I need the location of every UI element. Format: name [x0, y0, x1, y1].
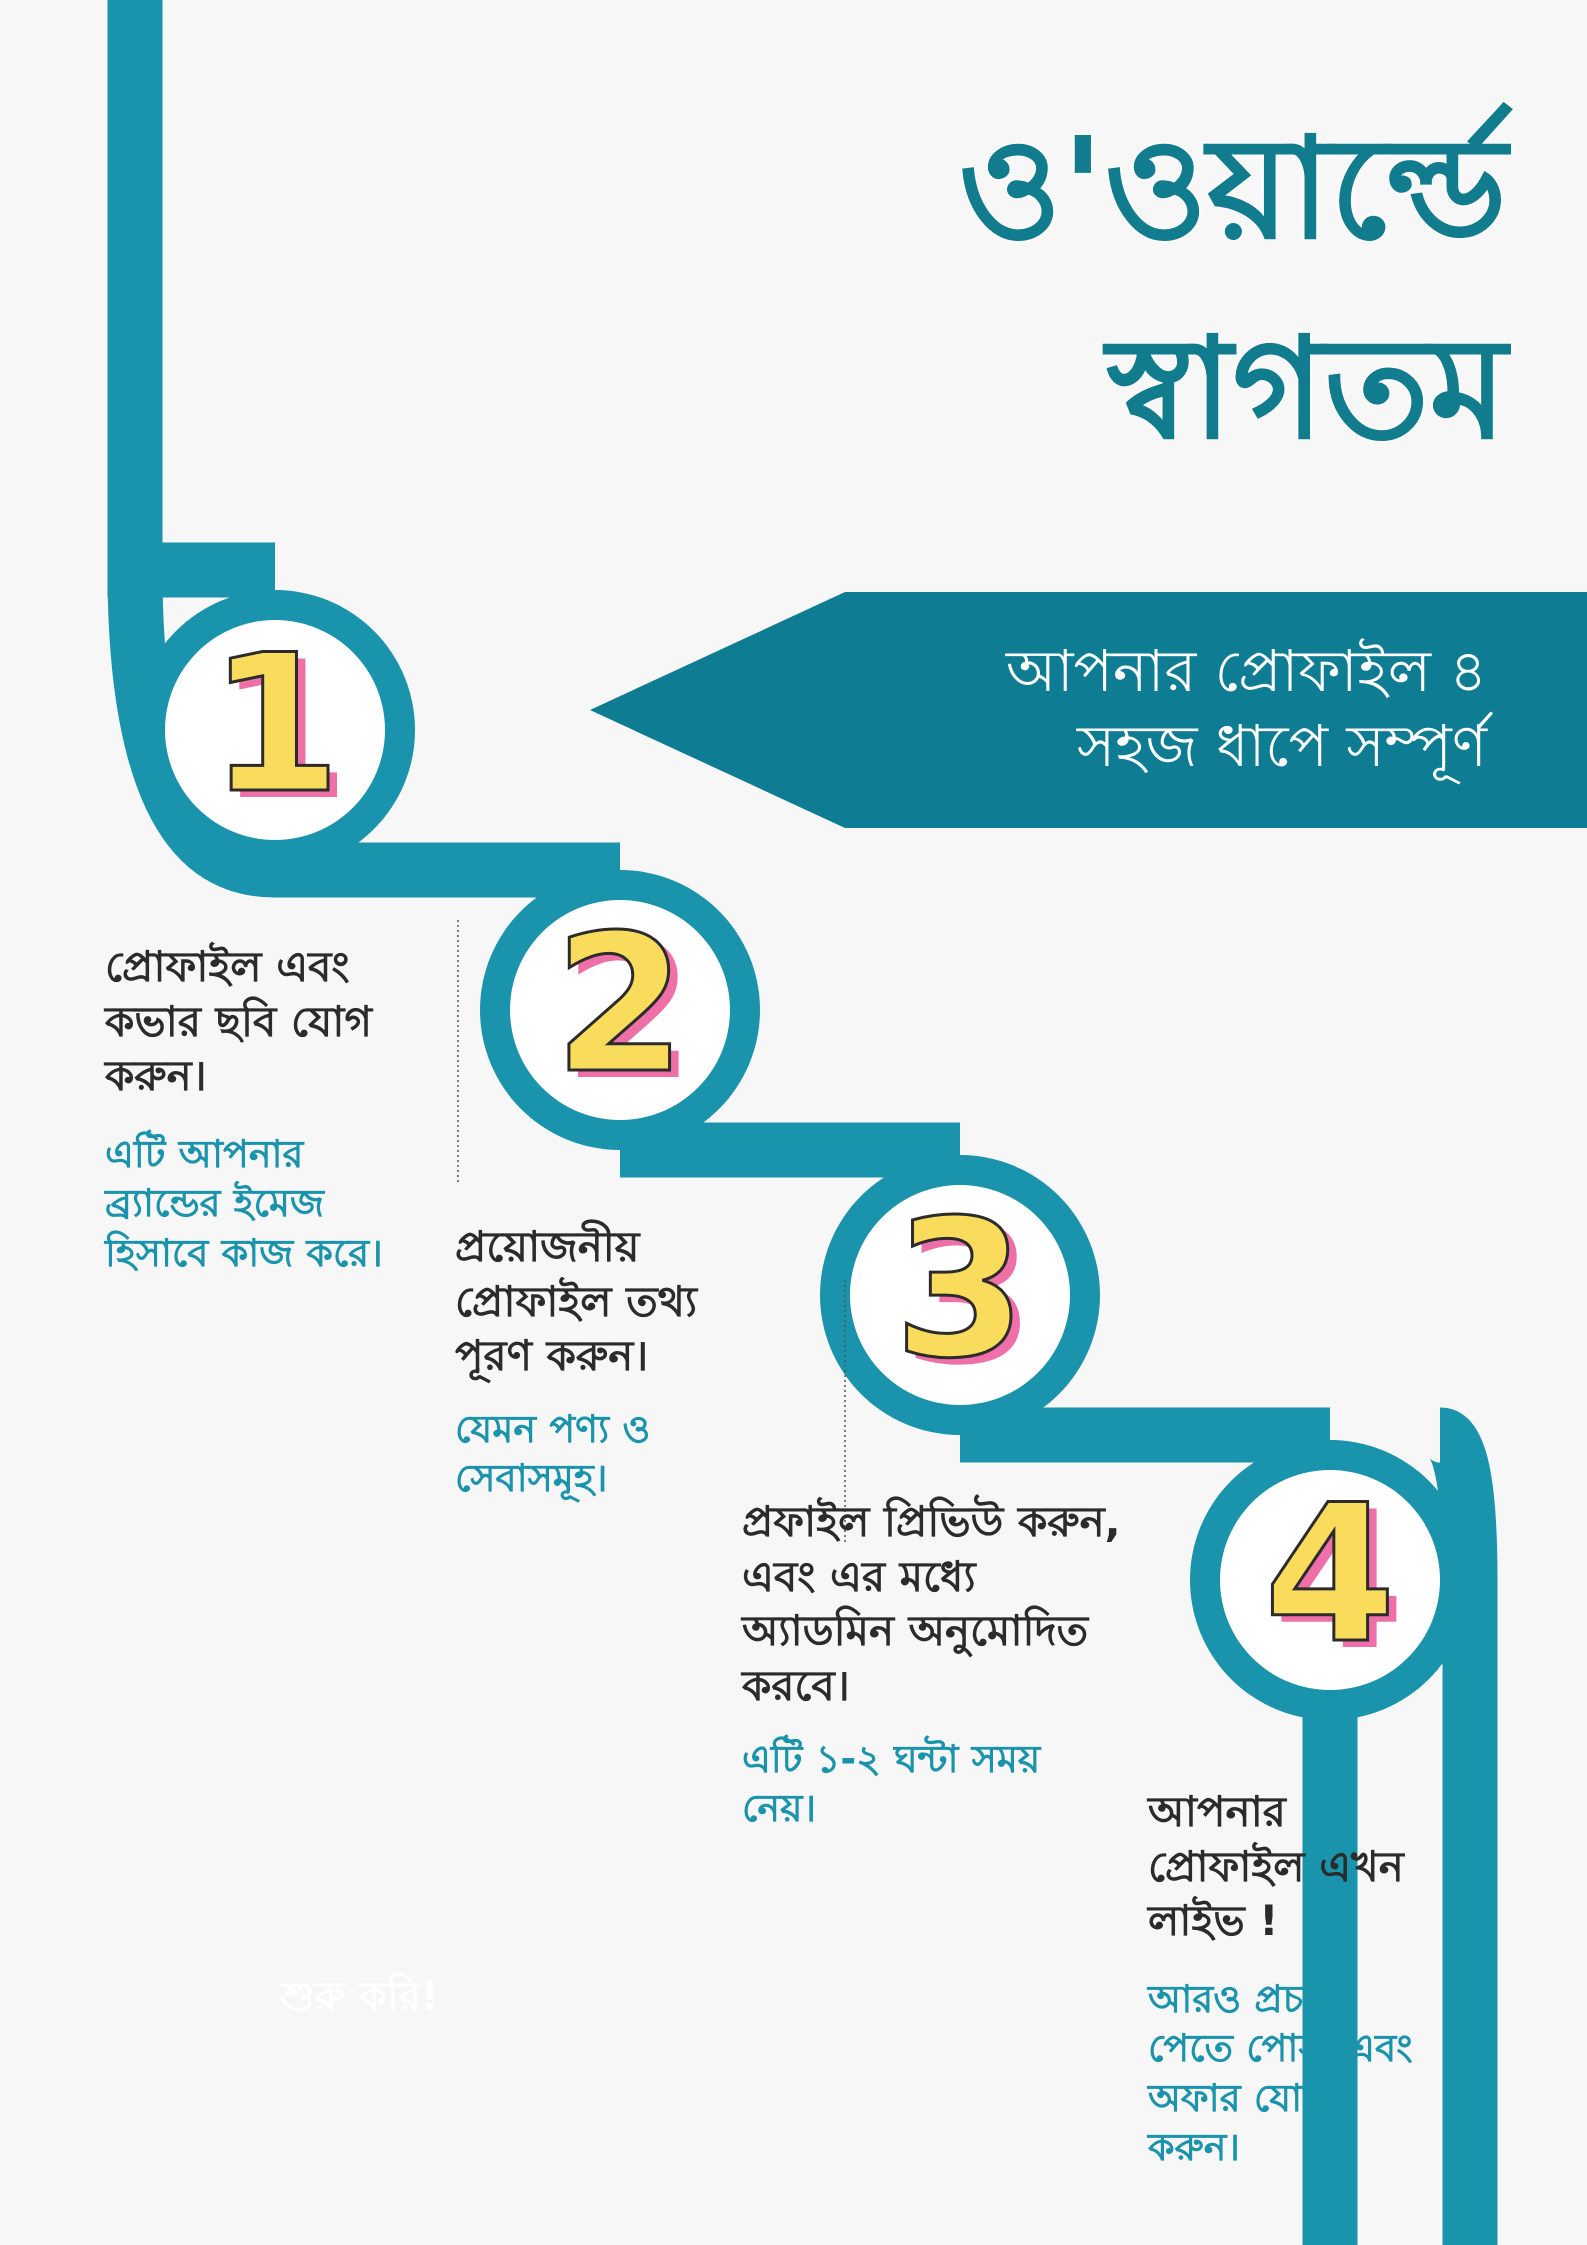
step-4-note: আরও প্রচার পেতে পোস্ট এবং অফার যোগ করুন। [1148, 1977, 1413, 2170]
step-3-note: এটি ১-২ ঘন্টা সময় নেয়। [742, 1737, 1041, 1831]
step-number-3: 3 [893, 1179, 1027, 1400]
step-number-2: 2 [553, 894, 687, 1115]
start-label: শুরু করি! [280, 1974, 439, 2020]
step-1-note: এটি আপনার ব্র্যান্ডের ইমেজ হিসাবে কাজ করে। [105, 1132, 383, 1275]
step-number-1: 1 [208, 614, 342, 835]
banner-line1: আপনার প্রোফাইল ৪ [1005, 637, 1487, 705]
page-title-line1: ও'ওয়ার্ল্ডে [958, 108, 1507, 271]
step-2-title: প্রয়োজনীয় প্রোফাইল তথ্য পূরণ করুন। [455, 1222, 698, 1381]
step-4-title: আপনার প্রোফাইল এখন লাইভ ! [1148, 1787, 1404, 1946]
step-3-title: প্রফাইল প্রিভিউ করুন, এবং এর মধ্যে অ্যাডমিন অনুমোদিত করবে। [742, 1497, 1121, 1710]
banner-line2: সহজ ধাপে সম্পূর্ণ [1076, 712, 1487, 780]
page-title-line2: স্বাগতম [1106, 308, 1507, 471]
step-number-4: 4 [1263, 1464, 1397, 1685]
step-1-title: প্রোফাইল এবং কভার ছবি যোগ করুন। [105, 942, 372, 1101]
step-2-note: যেমন পণ্য ও সেবাসমূহ। [455, 1407, 651, 1501]
